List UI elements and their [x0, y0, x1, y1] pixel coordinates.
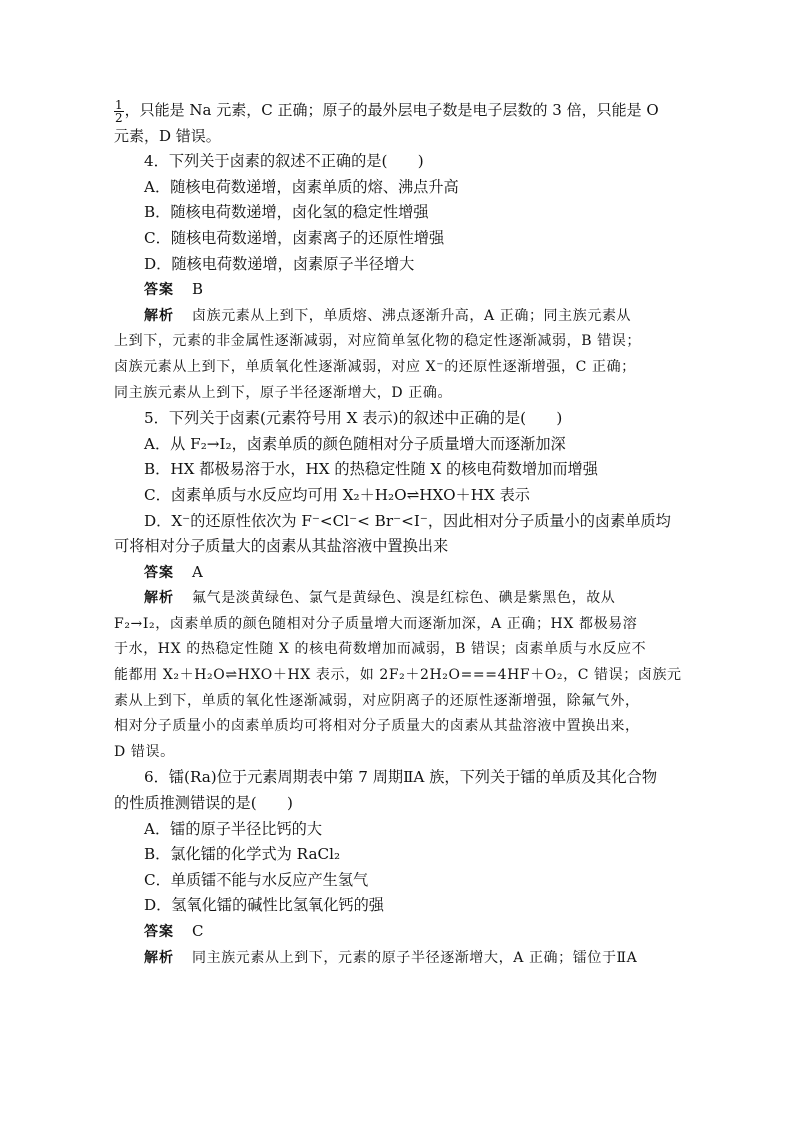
- question-5-stem: 5．下列关于卤素(元素符号用 X 表示)的叙述中正确的是( ): [144, 409, 563, 428]
- question-6-option-c: C．单质镭不能与水反应产生氢气: [144, 870, 369, 889]
- question-5-option-b: B．HX 都极易溶于水，HX 的热稳定性随 X 的核电荷数增加而增强: [144, 460, 598, 479]
- question-4-answer: [114, 277, 680, 304]
- analysis-label: 解析: [144, 307, 174, 324]
- question-5-analysis-line: 解析 氟气是淡黄绿色、氯气是黄绿色、溴是红棕色、碘是紫黑色，故从: [144, 590, 616, 607]
- question-4-option-d: D．随核电荷数递增，卤素原子半径增大: [144, 254, 415, 273]
- question-4-analysis-line: 卤族元素从上到下，单质氧化性逐渐减弱，对应 X⁻的还原性逐渐增强，C 正确；: [114, 358, 636, 375]
- analysis-label: 解析: [144, 590, 174, 607]
- question-5-analysis-line: F₂→I₂，卤素单质的颜色随相对分子质量增大而逐渐加深，A 正确；HX 都极易溶: [114, 615, 638, 632]
- analysis-label: 解析: [144, 949, 174, 966]
- question-4-analysis-line: 解析 卤族元素从上到下，单质熔、沸点逐渐升高，A 正确；同主族元素从: [144, 307, 632, 324]
- fraction-one-half: $\frac{1}{2}$: [115, 97, 123, 125]
- question-5-analysis-line: D 错误。: [114, 743, 175, 760]
- question-6-option-a: A．镭的原子半径比钙的大: [144, 819, 323, 838]
- question-4-option-c: C．随核电荷数递增，卤素离子的还原性增强: [144, 228, 445, 247]
- answer-label: 答案: [144, 924, 174, 940]
- question-6-stem-continued: 的性质推测错误的是( ): [114, 794, 293, 813]
- question-4-analysis-line: 同主族元素从上到下，原子半径逐渐增大，D 正确。: [114, 384, 453, 401]
- paragraph-continuation-line: $\frac{1}{2}$ ，只能是 Na 元素，C 正确；原子的最外层电子数是电子层数的 3 倍，只能是 O: [115, 97, 659, 125]
- question-6-stem: 6．镭(Ra)位于元素周期表中第 7 周期ⅡA 族，下列关于镭的单质及其化合物: [144, 768, 658, 787]
- question-5-analysis-line: 素从上到下，单质的氧化性逐渐减弱，对应阴离子的还原性逐渐增强，除氟气外，: [114, 692, 640, 709]
- question-5-analysis-line: 相对分子质量小的卤素单质均可将相对分子质量大的卤素从其盐溶液中置换出来，: [114, 718, 640, 735]
- question-6-option-d: D．氢氧化镭的碱性比氢氧化钙的强: [144, 896, 384, 915]
- document-page: [114, 96, 680, 971]
- question-4-option-a: A．随核电荷数递增，卤素单质的熔、沸点升高: [144, 177, 459, 196]
- question-6-analysis-line: 解析 同主族元素从上到下，元素的原子半径逐渐增大，A 正确；镭位于ⅡA: [144, 949, 638, 966]
- answer-value: B: [192, 280, 204, 299]
- question-5-option-d-continued: 可将相对分子质量大的卤素从其盐溶液中置换出来: [114, 537, 449, 556]
- question-4-option-b: B．随核电荷数递增，卤化氢的稳定性增强: [144, 203, 429, 222]
- question-4-analysis-line: 上到下，元素的非金属性逐渐减弱，对应简单氢化物的稳定性逐渐减弱，B 错误；: [114, 333, 641, 350]
- question-4-stem: 4．下列关于卤素的叙述不正确的是( ): [144, 152, 424, 171]
- question-5-option-d: D．X⁻的还原性依次为 F⁻<Cl⁻< Br⁻<I⁻，因此相对分子质量小的卤素单质均: [144, 511, 671, 530]
- question-5-analysis-line: 于水，HX 的热稳定性随 X 的核电荷数增加而减弱，B 错误；卤素单质与水反应不: [114, 641, 647, 658]
- paragraph-continuation-line: 元素，D 错误。: [114, 126, 221, 145]
- question-5-answer: [114, 560, 680, 587]
- question-5-option-c: C．卤素单质与水反应均可用 X₂＋H₂O⇌HXO＋HX 表示: [144, 485, 530, 504]
- question-6-answer: [114, 919, 680, 946]
- answer-label: 答案: [144, 564, 174, 581]
- question-6-option-b: B．氯化镭的化学式为 RaCl₂: [144, 845, 341, 864]
- answer-label: 答案: [144, 282, 174, 299]
- answer-value: A: [192, 562, 203, 581]
- question-5-option-a: A．从 F₂→I₂，卤素单质的颜色随相对分子质量增大而逐渐加深: [144, 434, 566, 453]
- question-5-analysis-line: 能都用 X₂＋H₂O⇌HXO＋HX 表示，如 2F₂＋2H₂O===4HF＋O₂，C 错误；卤族元: [114, 667, 682, 684]
- answer-value: C: [192, 922, 204, 940]
